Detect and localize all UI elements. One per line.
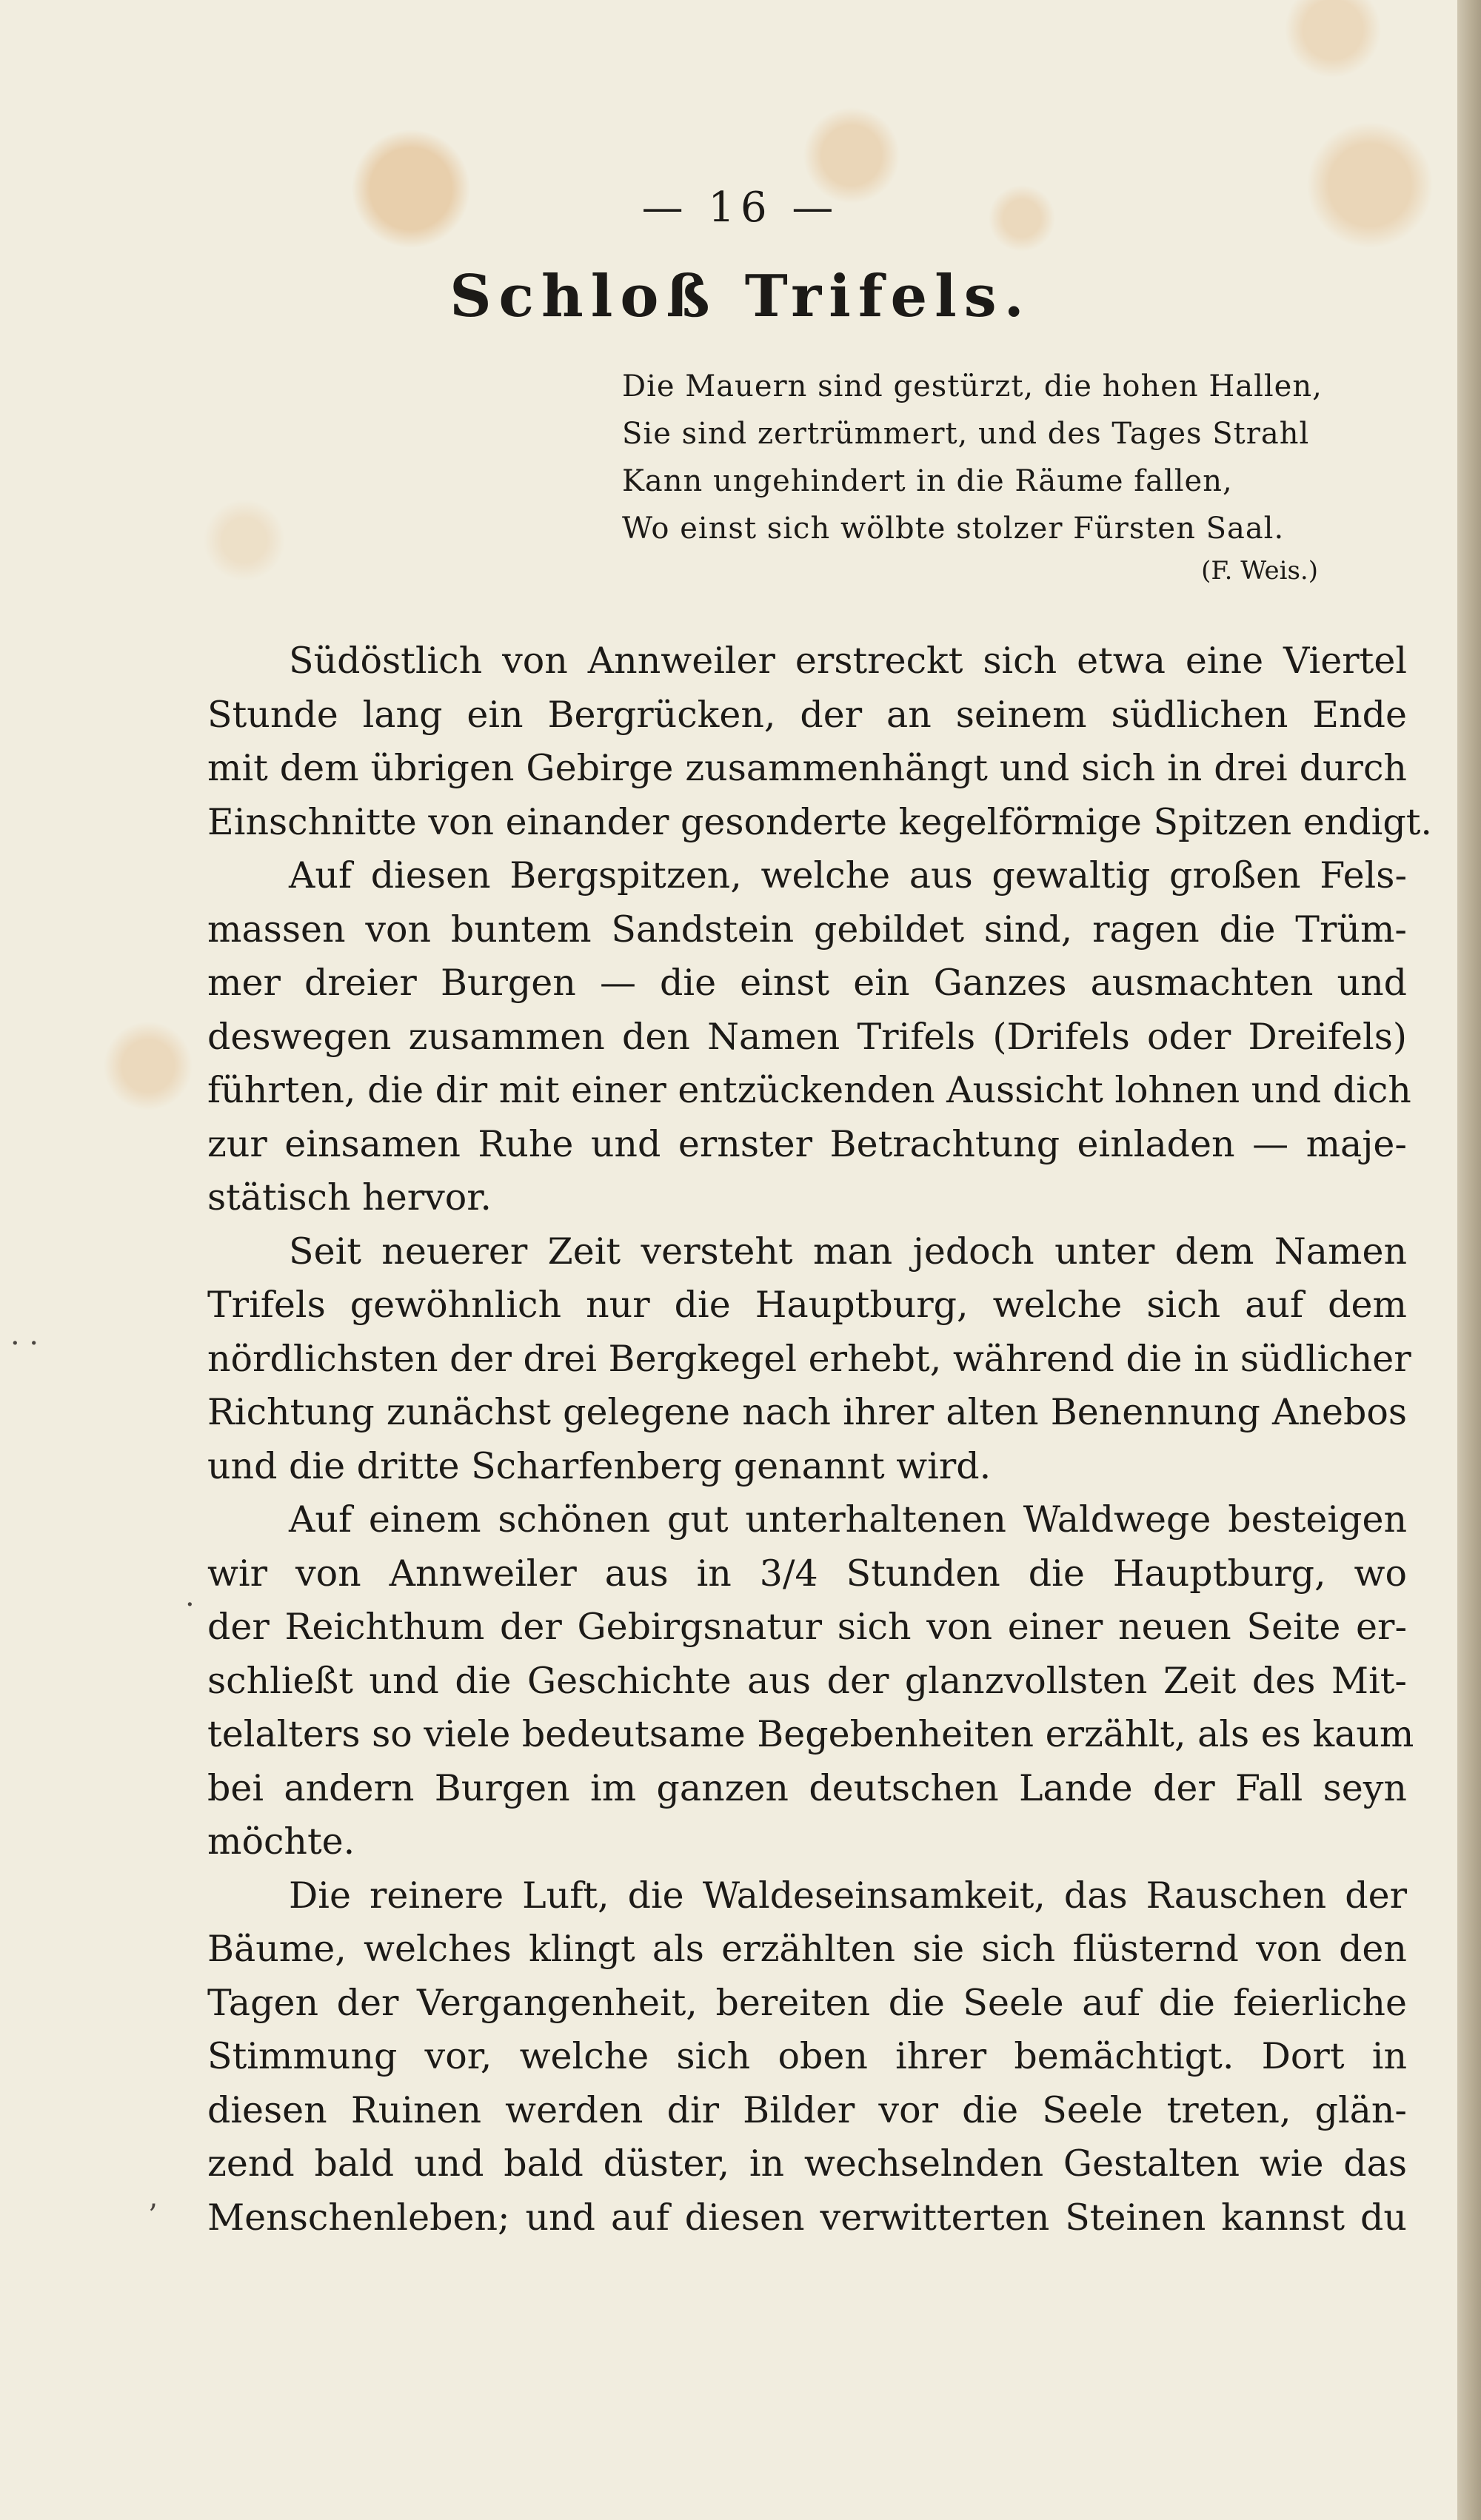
text-line: wir von Annweiler aus in 3/4 Stunden die Hauptburg, wo <box>207 1552 1407 1595</box>
text-line: Stimmung vor, welche sich oben ihrer bemächtigt. Dort in <box>207 2035 1407 2077</box>
text-line: Trifels gewöhnlich nur die Hauptburg, welche sich auf dem <box>207 1284 1407 1326</box>
text-line: der Reichthum der Gebirgsnatur sich von einer neuen Seite er- <box>207 1606 1407 1648</box>
text-line: und die dritte Scharfenberg genannt wird. <box>207 1444 992 1487</box>
text-line: deswegen zusammen den Namen Trifels (Drifels oder Dreifels) <box>207 1015 1407 1058</box>
text-line: mer dreier Burgen — die einst ein Ganzes ausmachten und <box>207 962 1407 1004</box>
text-line: Menschenleben; und auf diesen verwitterten Steinen kannst du <box>207 2196 1407 2239</box>
poem-line: Wo einst sich wölbte stolzer Fürsten Saal. <box>622 512 1285 546</box>
margin-speck: ’ <box>148 2199 158 2233</box>
margin-speck: · · <box>10 1327 39 1361</box>
text-line: bei andern Burgen im ganzen deutschen Lande der Fall seyn <box>207 1766 1407 1809</box>
epigraph-poem <box>622 363 1377 589</box>
text-line: Tagen der Vergangenheit, bereiten die Seele auf die feierliche <box>207 1981 1407 2024</box>
text-line: nördlichsten der drei Bergkegel erhebt, während die in südlicher <box>207 1337 1411 1380</box>
text-line: Die reinere Luft, die Waldeseinsamkeit, das Rauschen der <box>289 1874 1407 1917</box>
page-number: — 16 — <box>641 184 840 232</box>
text-line: Südöstlich von Annweiler erstreckt sich etwa eine Viertel <box>289 640 1407 682</box>
text-line: Einschnitte von einander gesonderte kegelförmige Spitzen endigt. <box>207 800 1432 843</box>
text-line: stätisch hervor. <box>207 1176 492 1219</box>
text-line: diesen Ruinen werden dir Bilder vor die Seele treten, glän- <box>207 2088 1407 2131</box>
chapter-heading: Schloß Trifels. <box>449 263 1032 330</box>
text-line: mit dem übrigen Gebirge zusammenhängt und sich in drei durch <box>207 747 1407 789</box>
text-line: Auf einem schönen gut unterhaltenen Waldwege besteigen <box>289 1498 1407 1541</box>
poem-attribution: (F. Weis.) <box>1201 556 1318 586</box>
body-text <box>207 634 1432 2245</box>
text-line: telalters so viele bedeutsame Begebenheiten erzählt, als es kaum <box>207 1713 1414 1755</box>
text-line: schließt und die Geschichte aus der glanzvollsten Zeit des Mit- <box>207 1659 1407 1702</box>
text-line: zur einsamen Ruhe und ernster Betrachtung einladen — maje- <box>207 1122 1407 1165</box>
text-line: Stunde lang ein Bergrücken, der an seinem südlichen Ende <box>207 693 1407 736</box>
text-line: Bäume, welches klingt als erzählten sie sich flüsternd von den <box>207 1928 1407 1970</box>
poem-line: Sie sind zertrümmert, und des Tages Strahl <box>622 417 1310 451</box>
poem-line: Kann ungehindert in die Räume fallen, <box>622 464 1233 498</box>
margin-speck: · <box>185 1588 195 1622</box>
text-line: Seit neuerer Zeit versteht man jedoch unter dem Namen <box>289 1230 1407 1273</box>
text-line: Richtung zunächst gelegene nach ihrer alten Benennung Anebos <box>207 1391 1407 1433</box>
text-line: massen von buntem Sandstein gebildet sind, ragen die Trüm- <box>207 908 1407 951</box>
poem-line: Die Mauern sind gestürzt, die hohen Hallen, <box>622 369 1323 403</box>
text-line: möchte. <box>207 1820 355 1863</box>
text-line: Auf diesen Bergspitzen, welche aus gewaltig großen Fels- <box>289 854 1407 897</box>
text-line: zend bald und bald düster, in wechselnden Gestalten wie das <box>207 2142 1407 2185</box>
book-binding-edge <box>1457 0 1481 2520</box>
text-line: führten, die dir mit einer entzückenden Aussicht lohnen und dich <box>207 1069 1411 1111</box>
